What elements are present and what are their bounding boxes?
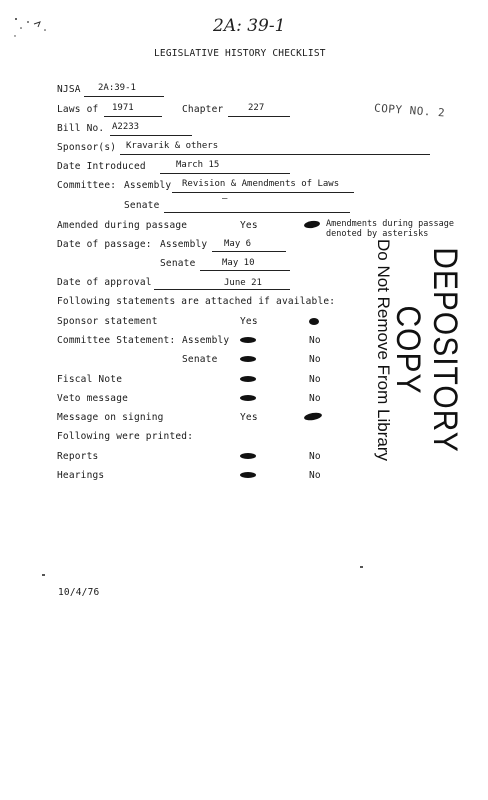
amended-note-line1: Amendments during passage bbox=[326, 219, 454, 229]
passage-assembly-label: Assembly bbox=[160, 239, 208, 250]
bill-value: A2233 bbox=[112, 122, 140, 132]
do-not-remove-text: Do Not Remove From Library bbox=[374, 238, 393, 461]
passage-senate-label: Senate bbox=[160, 258, 196, 269]
committee-assembly-label: Assembly bbox=[124, 180, 172, 191]
sponsor-value: Kravarik & others bbox=[126, 141, 219, 151]
committee-statement-senate-label: Senate bbox=[182, 354, 218, 365]
chapter-value: 227 bbox=[248, 103, 265, 113]
fiscal-note-no: No bbox=[309, 374, 321, 385]
message-signing-check-mark bbox=[304, 411, 323, 421]
margin-marks bbox=[12, 14, 52, 44]
amended-check-mark bbox=[304, 220, 321, 229]
committee-assembly-check-mark bbox=[240, 337, 256, 343]
veto-message-label: Veto message bbox=[57, 393, 129, 404]
date-introduced-value: March 15 bbox=[176, 160, 220, 170]
bill-label: Bill No. bbox=[57, 123, 105, 134]
reports-no: No bbox=[309, 451, 321, 462]
approval-value: June 21 bbox=[224, 278, 262, 288]
chapter-label: Chapter bbox=[182, 104, 224, 115]
committee-senate-check-mark bbox=[240, 356, 256, 362]
hearings-label: Hearings bbox=[57, 470, 105, 481]
passage-senate-value: May 10 bbox=[222, 258, 255, 268]
sponsor-statement-yes: Yes bbox=[240, 316, 258, 327]
veto-check-mark bbox=[240, 395, 256, 401]
committee-statement-assembly-label: Assembly bbox=[182, 335, 230, 346]
njsa-value: 2A:39-1 bbox=[98, 83, 136, 93]
amended-yes: Yes bbox=[240, 220, 258, 231]
date-introduced-label: Date Introduced bbox=[57, 161, 146, 172]
passage-label: Date of passage: bbox=[57, 239, 152, 250]
message-signing-yes: Yes bbox=[240, 412, 258, 423]
depository-copy-text: DEPOSITORY COPY bbox=[389, 247, 464, 453]
stray-mark bbox=[360, 566, 363, 568]
approval-underline bbox=[154, 277, 290, 290]
handwritten-reference: 2A: 39-1 bbox=[213, 16, 286, 36]
depository-stamp bbox=[372, 236, 464, 464]
message-signing-label: Message on signing bbox=[57, 412, 164, 423]
veto-no: No bbox=[309, 393, 321, 404]
hearings-check-mark bbox=[240, 472, 256, 478]
copy-number: COPY NO. 2 bbox=[373, 101, 446, 120]
stray-mark bbox=[42, 574, 45, 576]
laws-label: Laws of bbox=[57, 104, 99, 115]
hearings-no: No bbox=[309, 470, 321, 481]
njsa-label: NJSA bbox=[57, 84, 81, 95]
fiscal-note-check-mark bbox=[240, 376, 256, 382]
approval-label: Date of approval bbox=[57, 277, 152, 288]
committee-statement-label: Committee Statement: bbox=[57, 335, 176, 346]
sponsor-statement-label: Sponsor statement bbox=[57, 316, 158, 327]
committee-assembly-value: Revision & Amendments of Laws bbox=[182, 179, 340, 189]
reports-label: Reports bbox=[57, 451, 99, 462]
amended-note-line2: denoted by asterisks bbox=[326, 229, 429, 239]
passage-assembly-value: May 6 bbox=[224, 239, 252, 249]
committee-label: Committee: bbox=[57, 180, 117, 191]
page-title: LEGISLATIVE HISTORY CHECKLIST bbox=[154, 48, 326, 59]
amended-label: Amended during passage bbox=[57, 220, 188, 231]
following-statements-label: Following statements are attached if available: bbox=[57, 296, 336, 307]
committee-senate-label: Senate bbox=[124, 200, 160, 211]
sponsor-label: Sponsor(s) bbox=[57, 142, 117, 153]
footer-date: 10/4/76 bbox=[58, 587, 100, 598]
laws-value: 1971 bbox=[112, 103, 134, 113]
committee-senate-value: — bbox=[222, 194, 228, 204]
committee-senate-underline bbox=[164, 200, 350, 213]
committee-assembly-no: No bbox=[309, 335, 321, 346]
fiscal-note-label: Fiscal Note bbox=[57, 374, 123, 385]
sponsor-statement-check-mark bbox=[309, 318, 319, 325]
committee-senate-no: No bbox=[309, 354, 321, 365]
printed-label: Following were printed: bbox=[57, 431, 194, 442]
reports-check-mark bbox=[240, 453, 256, 459]
